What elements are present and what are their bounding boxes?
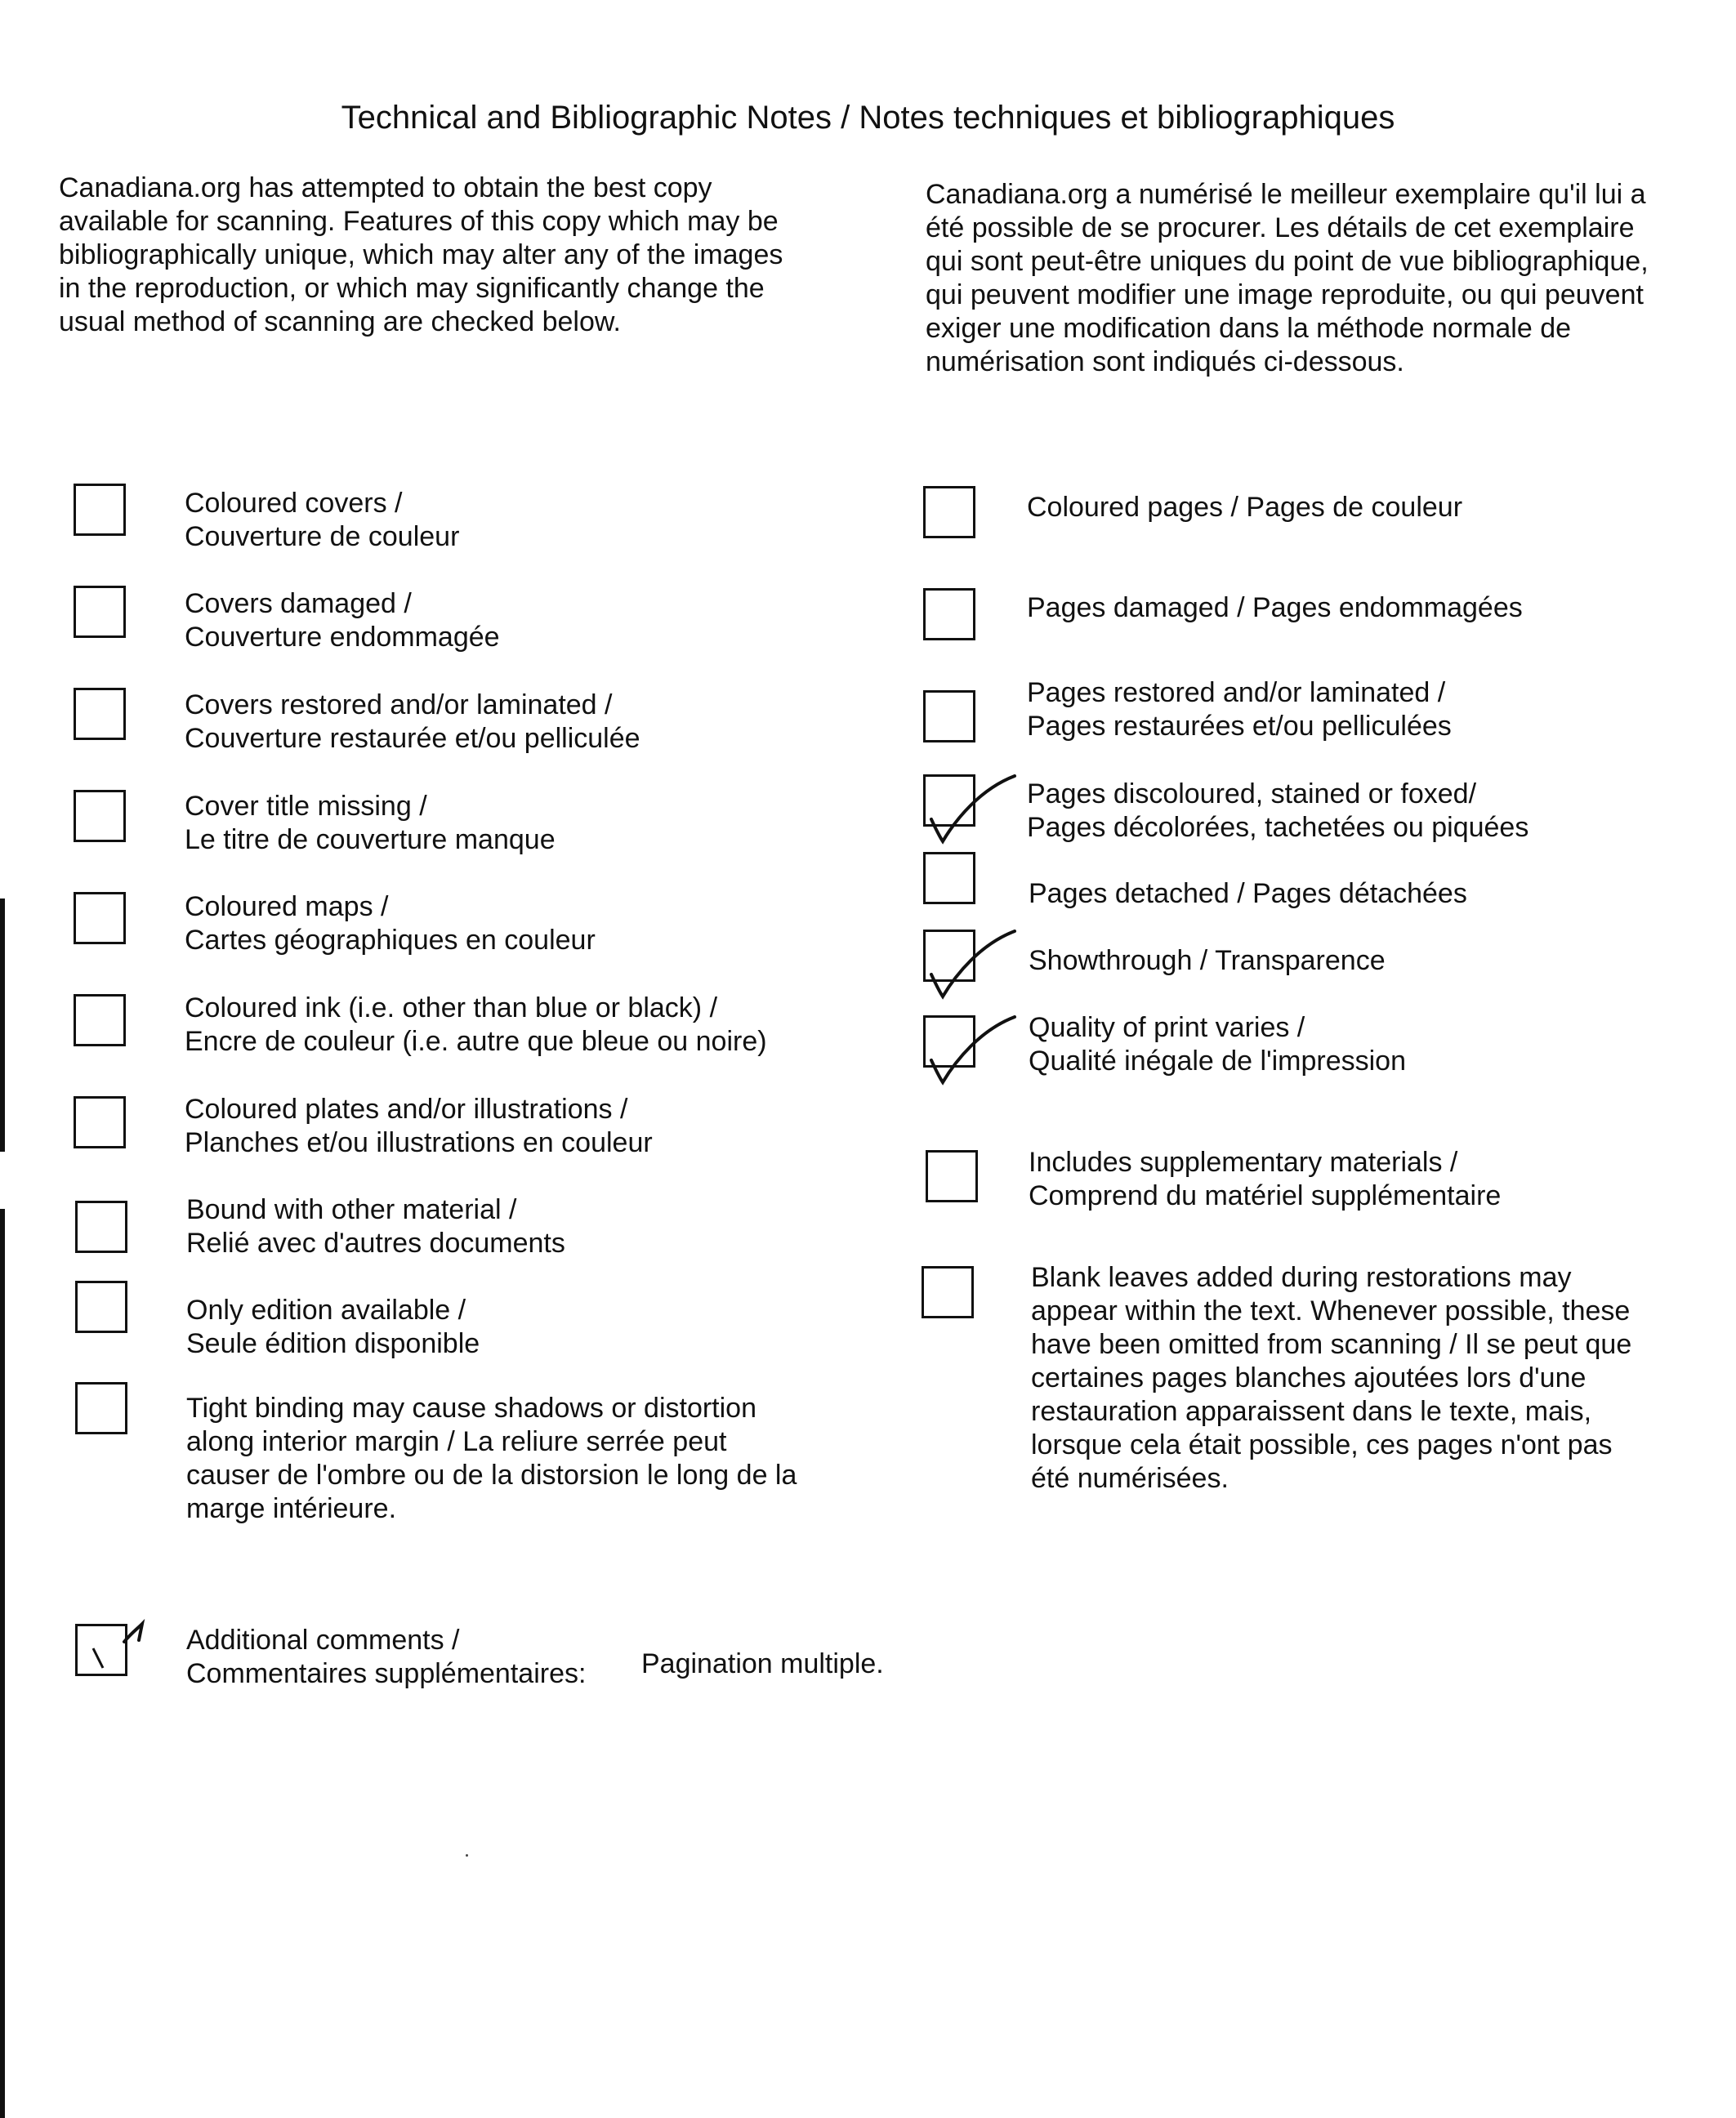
checkbox[interactable] — [74, 688, 126, 740]
checklist-label — [1029, 877, 1467, 911]
checklist-label — [185, 1093, 653, 1160]
checkbox[interactable] — [75, 1382, 127, 1434]
checklist-label-line: Pages detached / Pages détachées — [1029, 878, 1467, 909]
checklist-label — [185, 587, 500, 654]
check-mark-icon — [923, 1015, 1021, 1105]
checklist-label — [186, 1624, 586, 1691]
checkbox[interactable] — [923, 690, 975, 742]
checklist-label-line: Covers damaged / — [185, 588, 412, 619]
checklist-label — [1031, 1261, 1631, 1496]
checklist-label-line: Tight binding may cause shadows or distortion — [186, 1393, 756, 1424]
checklist-label-line: Coloured covers / — [185, 488, 403, 519]
checklist-label-line: restauration apparaissent dans le texte, mais, — [1031, 1396, 1592, 1427]
checklist-label-line: Includes supplementary materials / — [1029, 1147, 1458, 1178]
checklist-label-line: Only edition available / — [186, 1295, 466, 1326]
checklist-label — [1027, 491, 1462, 524]
checkbox[interactable] — [75, 1201, 127, 1253]
checklist-label-line: Coloured pages / Pages de couleur — [1027, 492, 1463, 523]
checkbox[interactable] — [74, 484, 126, 536]
scan-margin-bar — [0, 898, 5, 1152]
checklist-label — [186, 1193, 565, 1260]
checkbox[interactable] — [923, 774, 975, 827]
intro-line: bibliographically unique, which may alter any of the images — [59, 239, 783, 270]
check-mark-icon — [923, 930, 1021, 1019]
intro-line: exiger une modification dans la méthode normale de — [926, 313, 1572, 344]
checklist-label-line: Showthrough / Transparence — [1029, 945, 1386, 976]
checklist-label-line: Couverture endommagée — [185, 622, 500, 653]
check-mark-icon — [75, 1624, 165, 1689]
intro-english — [59, 172, 783, 339]
checklist-label — [185, 689, 640, 756]
checklist-label-line: marge intérieure. — [186, 1493, 397, 1524]
checklist-label-line: Pages restored and/or laminated / — [1027, 677, 1446, 708]
intro-line: Canadiana.org has attempted to obtain the best copy — [59, 172, 712, 203]
checklist-label — [1027, 591, 1523, 625]
checklist-label — [1029, 944, 1386, 978]
checklist-label-line: Coloured ink (i.e. other than blue or black) / — [185, 992, 718, 1023]
checklist-label-line: certaines pages blanches ajoutées lors d'une — [1031, 1362, 1586, 1393]
checkbox[interactable] — [74, 892, 126, 944]
checklist-label-line: Commentaires supplémentaires: — [186, 1658, 587, 1689]
checklist-label-line: Additional comments / — [186, 1625, 460, 1656]
checklist-label-line: Blank leaves added during restorations may — [1031, 1262, 1572, 1293]
checkbox[interactable] — [923, 588, 975, 640]
checklist-label-line: Comprend du matériel supplémentaire — [1029, 1180, 1502, 1211]
checkbox[interactable] — [74, 1096, 126, 1148]
checkbox[interactable] — [74, 586, 126, 638]
checklist-label-line: été numérisées. — [1031, 1463, 1229, 1494]
checklist-label-line: Cover title missing / — [185, 791, 427, 822]
scan-speck — [466, 1854, 468, 1857]
checklist-label-line: appear within the text. Whenever possible, these — [1031, 1295, 1631, 1327]
checklist-label-line: Couverture de couleur — [185, 521, 460, 552]
checklist-label — [185, 890, 596, 957]
checklist-label — [185, 992, 767, 1059]
checklist-label-line: Pages décolorées, tachetées ou piquées — [1027, 812, 1529, 843]
intro-line: in the reproduction, or which may significantly change the — [59, 273, 765, 304]
checkbox[interactable] — [922, 1266, 974, 1318]
checklist-label-line: Planches et/ou illustrations en couleur — [185, 1127, 653, 1158]
intro-line: qui sont peut-être uniques du point de vue bibliographique, — [926, 246, 1649, 277]
checklist-label — [1027, 778, 1528, 845]
checkbox[interactable] — [923, 1015, 975, 1068]
checklist-label-line: Relié avec d'autres documents — [186, 1228, 565, 1259]
intro-french — [926, 178, 1649, 379]
intro-line: été possible de se procurer. Les détails de cet exemplaire — [926, 212, 1635, 243]
checklist-label — [1029, 1146, 1501, 1213]
check-mark-icon — [923, 774, 1021, 864]
checklist-label-line: Pages damaged / Pages endommagées — [1027, 592, 1523, 623]
checkbox[interactable] — [75, 1624, 127, 1676]
checkbox[interactable] — [923, 486, 975, 538]
checklist-label-line: Le titre de couverture manque — [185, 824, 556, 855]
checklist-label — [185, 790, 556, 857]
checklist-label-line: along interior margin / La reliure serrée peut — [186, 1426, 727, 1457]
checklist-label-line: lorsque cela était possible, ces pages n'ont pas — [1031, 1429, 1613, 1460]
checklist-label — [1027, 676, 1452, 743]
additional-comment-value: Pagination multiple. — [641, 1648, 884, 1679]
checklist-label-line: Cartes géographiques en couleur — [185, 925, 596, 956]
intro-line: usual method of scanning are checked below. — [59, 306, 622, 337]
scan-margin-bar — [0, 1209, 5, 2118]
checkbox[interactable] — [923, 930, 975, 982]
checklist-label — [186, 1294, 480, 1361]
checklist-label-line: Coloured plates and/or illustrations / — [185, 1094, 628, 1125]
checklist-label-line: Couverture restaurée et/ou pelliculée — [185, 723, 640, 754]
checklist-label — [185, 487, 459, 554]
checkbox[interactable] — [74, 790, 126, 842]
checklist-label-line: have been omitted from scanning / Il se peut que — [1031, 1329, 1632, 1360]
checklist-label-line: Bound with other material / — [186, 1194, 517, 1225]
checklist-label-line: causer de l'ombre ou de la distorsion le long de la — [186, 1460, 797, 1491]
checkbox[interactable] — [75, 1281, 127, 1333]
intro-line: numérisation sont indiqués ci-dessous. — [926, 346, 1404, 377]
checklist-label-line: Seule édition disponible — [186, 1328, 480, 1359]
checklist-label-line: Coloured maps / — [185, 891, 389, 922]
page-title: Technical and Bibliographic Notes / Notes techniques et bibliographiques — [341, 100, 1395, 136]
checkbox[interactable] — [74, 994, 126, 1046]
intro-line: available for scanning. Features of this copy which may be — [59, 206, 779, 237]
checklist-label-line: Qualité inégale de l'impression — [1029, 1046, 1406, 1077]
checkbox[interactable] — [926, 1150, 978, 1202]
checklist-label-line: Encre de couleur (i.e. autre que bleue ou noire) — [185, 1026, 767, 1057]
checklist-label-line: Pages discoloured, stained or foxed/ — [1027, 778, 1477, 809]
checkbox[interactable] — [923, 852, 975, 904]
checklist-label-line: Quality of print varies / — [1029, 1012, 1305, 1043]
intro-line: qui peuvent modifier une image reproduite, ou qui peuvent — [926, 279, 1644, 310]
checklist-label — [186, 1392, 797, 1526]
intro-line: Canadiana.org a numérisé le meilleur exemplaire qu'il lui a — [926, 179, 1646, 210]
checklist-label-line: Covers restored and/or laminated / — [185, 689, 613, 720]
checklist-label-line: Pages restaurées et/ou pelliculées — [1027, 711, 1452, 742]
checklist-label — [1029, 1011, 1406, 1078]
